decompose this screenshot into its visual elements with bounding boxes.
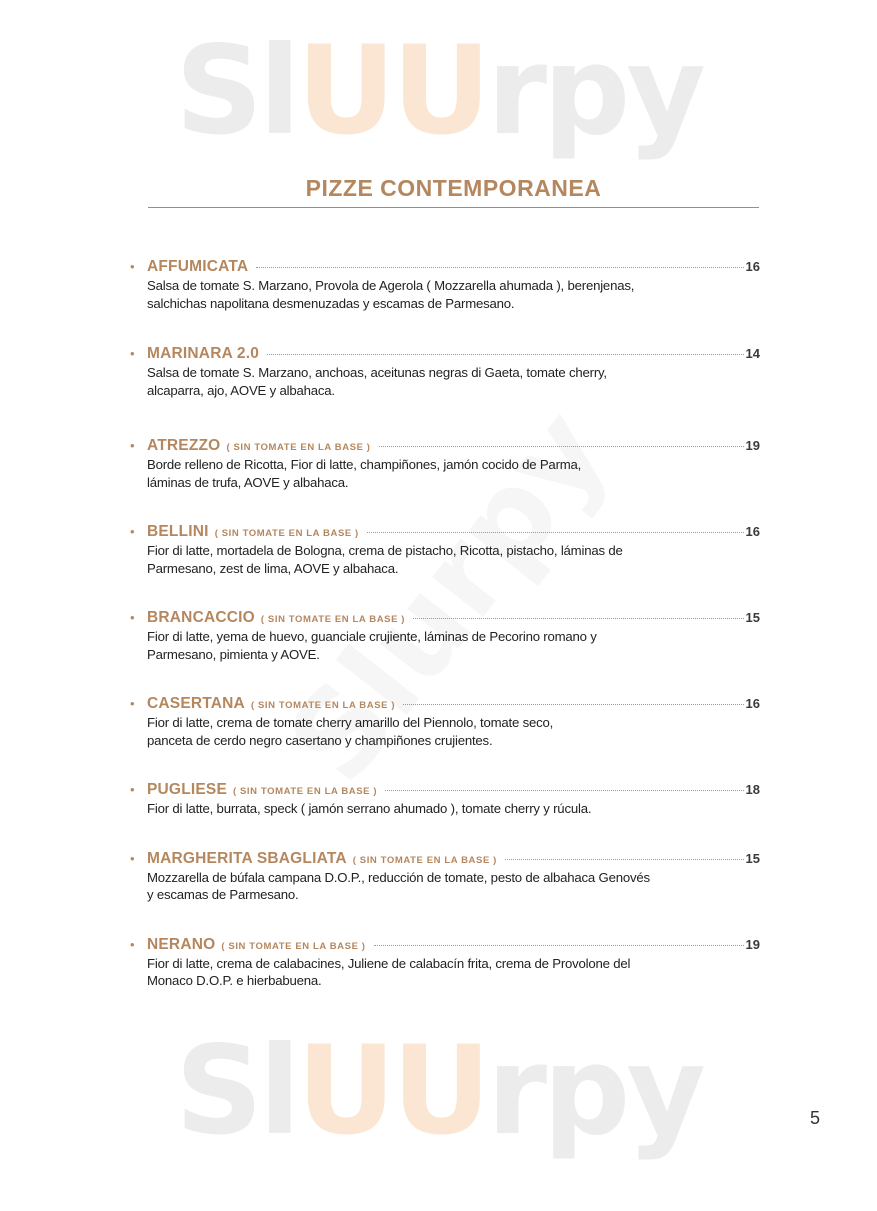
- bullet-icon: •: [130, 782, 135, 797]
- dot-leader: [367, 532, 744, 533]
- description-line: Fior di latte, burrata, speck ( jamón serrano ahumado ), tomate cherry y rúcula.: [147, 801, 592, 816]
- menu-item: [130, 781, 760, 818]
- menu-item-header: [147, 609, 760, 628]
- menu-item-note: ( SIN TOMATE EN LA BASE ): [352, 854, 497, 866]
- bullet-icon: •: [130, 524, 135, 539]
- description-line: Parmesano, pimienta y AOVE.: [147, 646, 320, 662]
- menu-item: [130, 345, 760, 399]
- bullet-icon: •: [130, 438, 135, 453]
- menu-item-price: 16: [745, 259, 760, 274]
- dot-leader: [403, 704, 743, 705]
- menu-item: [130, 936, 760, 990]
- description-line: Fior di latte, crema de calabacines, Juliene de calabacín frita, crema de Provolone del: [147, 955, 631, 971]
- menu-item-note: ( SIN TOMATE EN LA BASE ): [221, 940, 366, 952]
- description-line: Salsa de tomate S. Marzano, anchoas, aceitunas negras di Gaeta, tomate cherry,: [147, 365, 607, 380]
- menu-item: [130, 258, 760, 312]
- menu-item-price: 16: [745, 696, 760, 711]
- menu-item-description: [147, 542, 722, 577]
- menu-item-header: [147, 936, 760, 955]
- menu-item-header: [147, 258, 760, 277]
- menu-item-note: ( SIN TOMATE EN LA BASE ): [260, 614, 406, 625]
- bullet-icon: •: [130, 259, 135, 274]
- menu-item-note: ( SIN TOMATE EN LA BASE ): [250, 700, 396, 711]
- menu-item-name: MARGHERITA SBAGLIATA: [147, 849, 347, 867]
- menu-item-header: [147, 345, 760, 364]
- dot-leader: [505, 859, 744, 860]
- page-number: 5: [810, 1108, 821, 1128]
- watermark-logo-top: SlUUrpy: [175, 20, 702, 162]
- menu-item-price: 19: [745, 936, 760, 952]
- menu-item-price: 15: [745, 850, 760, 866]
- dot-leader: [267, 354, 743, 355]
- menu-item-name: ATREZZO: [147, 437, 221, 454]
- description-line: Monaco D.O.P. e hierbabuena.: [147, 973, 322, 988]
- menu-item-header: [147, 850, 760, 869]
- menu-item-price: 16: [745, 524, 760, 539]
- menu-item-price: 14: [745, 346, 760, 361]
- dot-leader: [379, 446, 744, 447]
- bullet-icon: •: [130, 696, 135, 711]
- menu-item-description: [147, 955, 722, 990]
- page-title: PIZZE CONTEMPORANEA: [305, 175, 602, 201]
- description-line: Mozzarella de búfala campana D.O.P., reducción de tomate, pesto de albahaca Genovés: [147, 869, 650, 885]
- menu-item-header: [147, 437, 760, 456]
- menu-item-price: 19: [745, 438, 760, 453]
- menu-item-description: [147, 628, 722, 663]
- menu-item-note: ( SIN TOMATE EN LA BASE ): [214, 528, 359, 539]
- menu-item-name: AFFUMICATA: [147, 258, 249, 275]
- menu-item-description: [147, 277, 722, 312]
- menu-item-header: [147, 781, 760, 800]
- dot-leader: [385, 790, 743, 791]
- description-line: salchichas napolitana desmenuzadas y escamas de Parmesano.: [147, 295, 515, 311]
- description-line: Fior di latte, mortadela de Bologna, crema de pistacho, Ricotta, pistacho, láminas de: [147, 543, 623, 558]
- menu-item-description: [147, 714, 722, 749]
- description-line: Fior di latte, crema de tomate cherry amarillo del Piennolo, tomate seco,: [147, 715, 554, 730]
- menu-item: [130, 695, 760, 749]
- menu-item: [130, 850, 760, 904]
- menu-item-note: ( SIN TOMATE EN LA BASE ): [226, 442, 371, 453]
- description-line: panceta de cerdo negro casertano y champiñones crujientes.: [147, 732, 493, 748]
- dot-leader: [256, 267, 743, 268]
- menu-item-name: CASERTANA: [147, 695, 245, 712]
- menu-item-description: [147, 800, 722, 818]
- menu-item-name: NERANO: [147, 935, 216, 953]
- description-line: alcaparra, ajo, AOVE y albahaca.: [147, 382, 335, 398]
- description-line: láminas de trufa, AOVE y albahaca.: [147, 474, 349, 490]
- menu-item-description: [147, 364, 722, 399]
- watermark-logo-bottom: SlUUrpy: [175, 1020, 702, 1162]
- menu-list: [130, 258, 760, 990]
- bullet-icon: •: [130, 936, 135, 952]
- dot-leader: [374, 945, 744, 946]
- description-line: Parmesano, zest de lima, AOVE y albahaca.: [147, 560, 399, 576]
- description-line: Salsa de tomate S. Marzano, Provola de Agerola ( Mozzarella ahumada ), berenjenas,: [147, 278, 635, 293]
- menu-item-header: [147, 695, 760, 714]
- menu-item: [130, 609, 760, 663]
- description-line: Fior di latte, yema de huevo, guanciale crujiente, láminas de Pecorino romano y: [147, 629, 597, 644]
- description-line: Borde relleno de Ricotta, Fior di latte, champiñones, jamón cocido de Parma,: [147, 457, 582, 472]
- menu-item-price: 18: [745, 782, 760, 797]
- title-divider: [148, 207, 759, 208]
- bullet-icon: •: [130, 346, 135, 361]
- menu-item-name: BRANCACCIO: [147, 609, 255, 626]
- menu-item-name: BELLINI: [147, 523, 209, 540]
- bullet-icon: •: [130, 610, 135, 625]
- bullet-icon: •: [130, 850, 135, 866]
- menu-item-description: [147, 456, 722, 491]
- menu-item-header: [147, 523, 760, 542]
- menu-item-note: ( SIN TOMATE EN LA BASE ): [232, 786, 378, 797]
- description-line: y escamas de Parmesano.: [147, 887, 299, 902]
- menu-item-name: PUGLIESE: [147, 781, 227, 798]
- menu-item-price: 15: [745, 610, 760, 625]
- dot-leader: [413, 618, 743, 619]
- menu-item: [130, 437, 760, 491]
- menu-item: [130, 523, 760, 577]
- menu-item-description: [147, 869, 722, 904]
- menu-item-name: MARINARA 2.0: [147, 345, 260, 362]
